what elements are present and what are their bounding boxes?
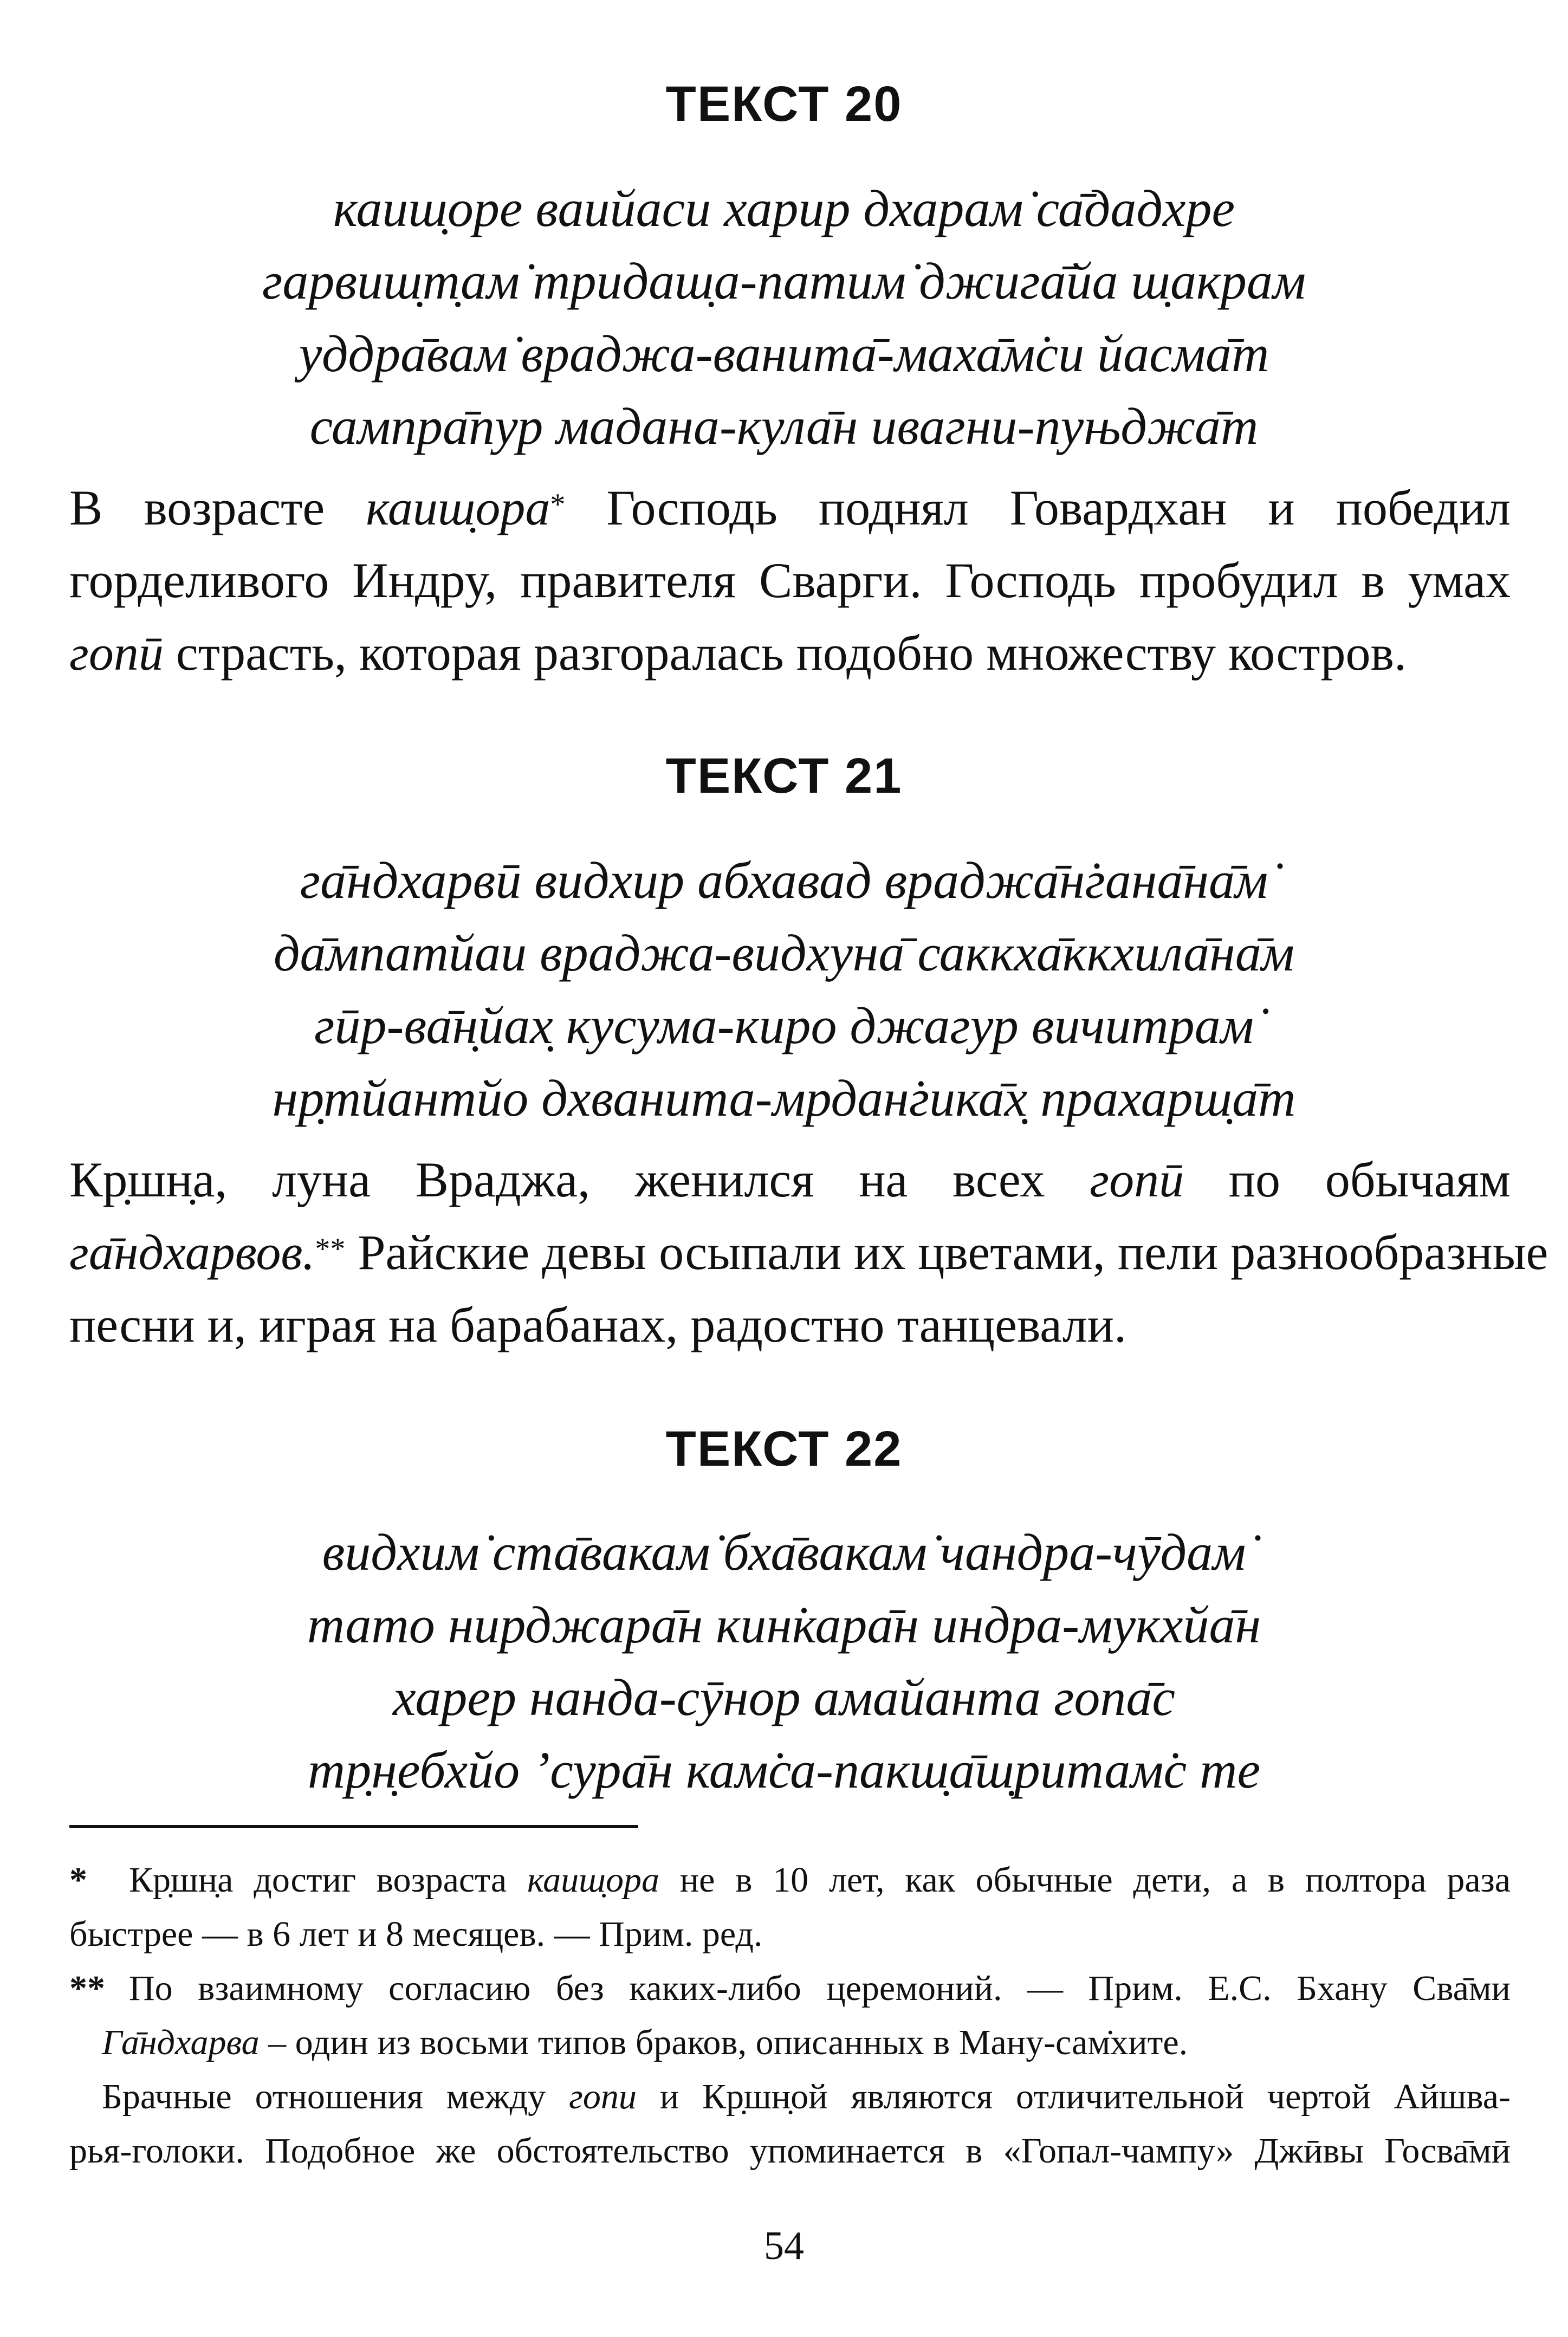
verse-line: видхим̇ ста̄вакам̇ бха̄вакам̇ чандра-чӯдам̇ xyxy=(322,1523,1246,1581)
verse-line: сампра̄пур мадана-кула̄н ивагни-пуњджа̄т xyxy=(309,397,1259,455)
footnote-line: * Кр̣шн̣а достиг возраста каиш̣ора не в 10 лет, как обычные дети, а в полтора раза xyxy=(69,1853,1511,1907)
translation-line: Кр̣шн̣а, луна Враджа, женился на всех гопӣ по обычаям xyxy=(69,1152,1511,1207)
verse-line: каиш̣оре ваийаси харир дхарам̇ са̄дадхре xyxy=(333,179,1235,237)
translation-line: гопӣ страсть, которая разгоралась подобно множеству костров. xyxy=(69,625,1407,681)
footnote-line: ** По взаимному согласию без каких-либо церемоний. — Прим. Е.С. Бхану Сва̄ми xyxy=(69,1961,1511,2016)
text-20-translation xyxy=(69,471,1511,689)
footnote-divider xyxy=(69,1825,638,1828)
text-21-verse xyxy=(0,844,1568,1135)
text-22-verse xyxy=(0,1516,1568,1807)
verse-line: гарвиш̣т̣ам̇ тридаш̣а-патим̇ джига̄йа ш̣акрам xyxy=(262,252,1306,310)
verse-line: уддра̄вам̇ враджа-ванита̄-маха̄м̇си йасма̄т xyxy=(299,325,1269,383)
text-20-verse xyxy=(0,172,1568,463)
footnotes xyxy=(69,1853,1511,2178)
footnote-mark: * xyxy=(69,1860,87,1900)
translation-line: горделивого Индру, правителя Сварги. Господь пробудил в умах xyxy=(69,553,1511,608)
text-21-heading: ТЕКСТ 21 xyxy=(665,748,903,804)
verse-line: нр̣тйантйо дхванита-мрдан̇гика̄х̣ прахарш̣а̄т xyxy=(272,1069,1296,1127)
text-22-heading: ТЕКСТ 22 xyxy=(665,1421,903,1477)
footnote-ref: * xyxy=(550,488,566,521)
footnote-line: быстрее — в 6 лет и 8 месяцев. — Прим. ред. xyxy=(69,1914,763,1954)
translation-line: В возрасте каиш̣ора* Господь поднял Говардхан и победил xyxy=(69,480,1511,535)
translation-line: га̄ндхарвов.** Райские девы осыпали их цветами, пели разнообразные xyxy=(69,1225,1548,1280)
verse-line: да̄мпатйаи враджа-видхуна̄ саккха̄ккхила̄на̄м xyxy=(273,924,1295,982)
translation-line: песни и, играя на барабанах, радостно танцевали. xyxy=(69,1297,1126,1352)
footnote-line: Га̄ндхарва – один из восьми типов браков, описанных в Ману-сам̇хите. xyxy=(102,2023,1188,2062)
verse-line: харер нанда-сӯнор амайанта гопа̄с xyxy=(392,1668,1176,1726)
verse-line: тато нирджара̄н кин̇кара̄н индра-мукхйа̄н xyxy=(307,1596,1261,1654)
verse-line: гӣр-ва̄н̣йах̣ кусума-киро джагур вичитрам̇ xyxy=(314,996,1254,1054)
verse-line: га̄ндхарвӣ видхир абхавад враджа̄н̇гана̄на̄м̇ xyxy=(300,851,1268,909)
footnote-mark: ** xyxy=(69,1969,105,2008)
footnote-line: рья-голоки. Подобное же обстоятельство упоминается в «Гопал-чампу» Джӣвы Госва̄мӣ xyxy=(69,2131,1511,2171)
page-number: 54 xyxy=(764,2224,804,2268)
footnote-ref: ** xyxy=(315,1232,346,1266)
footnote-line: Брачные отношения между гопи и Кр̣шн̣ой являются отличительной чертой Айшва- xyxy=(102,2077,1511,2116)
text-21-translation xyxy=(69,1143,1548,1361)
verse-line: тр̣н̣ебхйо ’сура̄н кам̇са-пакш̣а̄ш̣ритам̇с те xyxy=(307,1741,1261,1799)
text-20-heading: ТЕКСТ 20 xyxy=(665,76,903,132)
